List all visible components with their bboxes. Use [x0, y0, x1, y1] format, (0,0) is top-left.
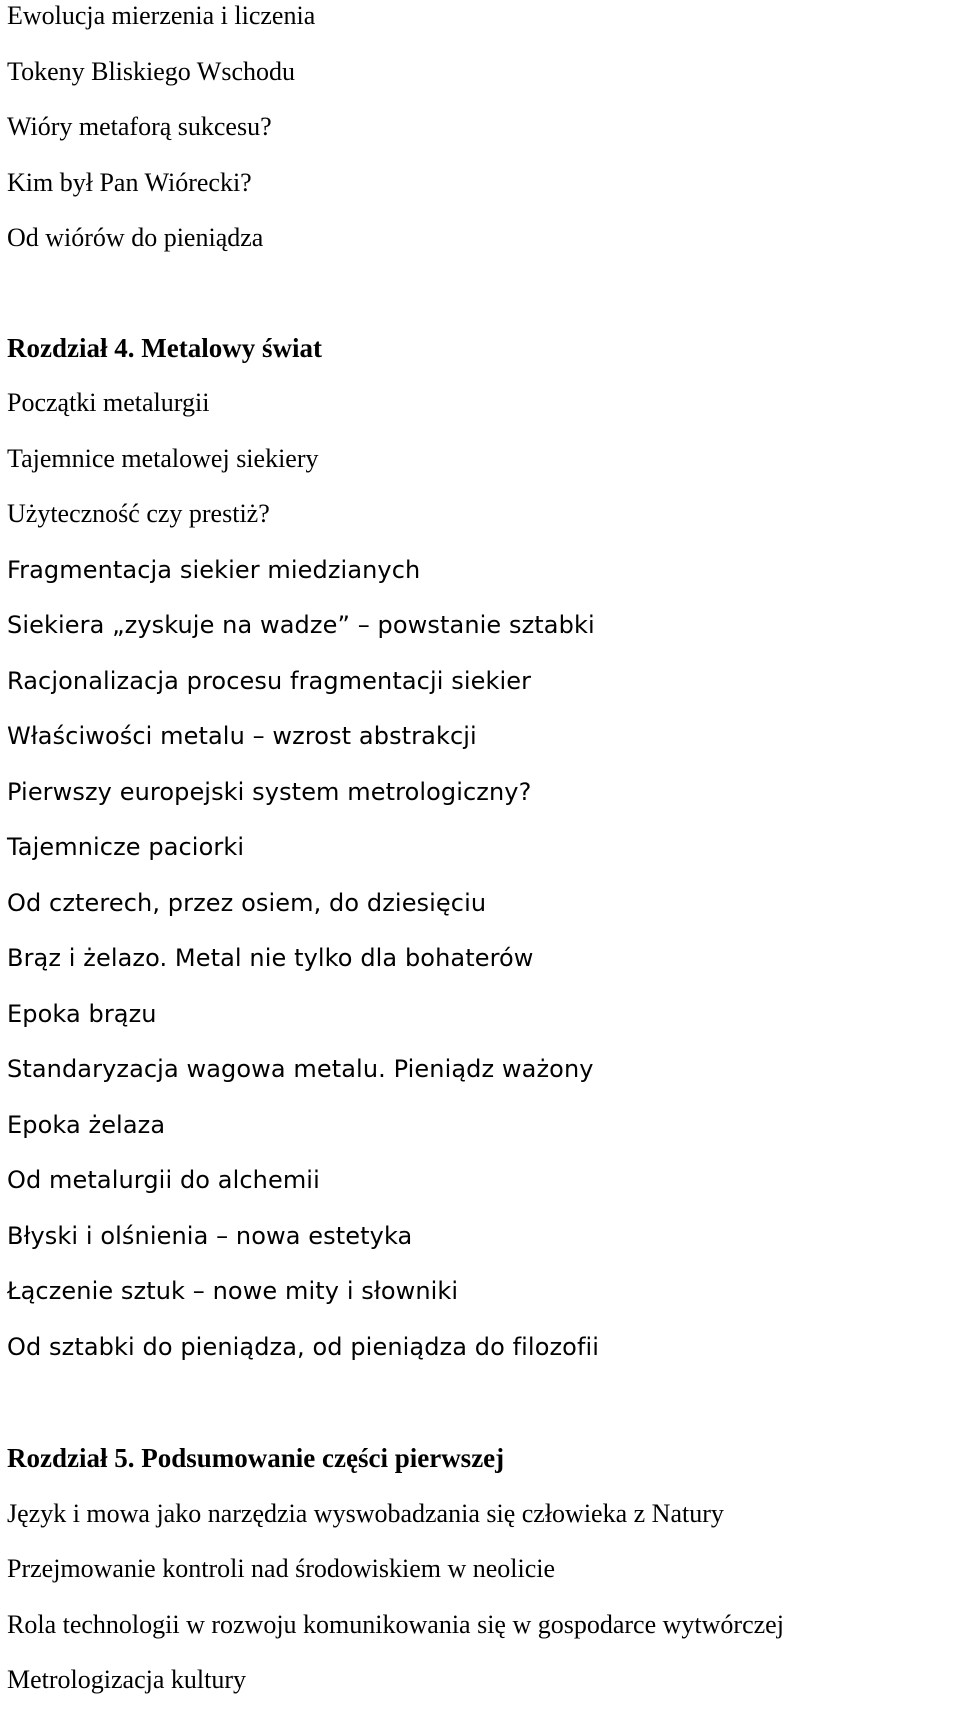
toc-entry: Od sztabki do pieniądza, od pieniądza do filozofii [7, 1332, 600, 1361]
chapter-5-heading: Rozdział 5. Podsumowanie części pierwszej [7, 1443, 505, 1473]
toc-entry: Siekiera „zyskuje na wadze” – powstanie sztabki [7, 611, 595, 639]
toc-entry: Racjonalizacja procesu fragmentacji siekier [7, 666, 532, 695]
toc-entry: Tajemnice metalowej siekiery [7, 443, 319, 473]
toc-entry: Metrologizacja kultury [7, 1665, 246, 1694]
toc-entry: Kim był Pan Wiórecki? [7, 167, 252, 197]
section-spacer [7, 278, 957, 332]
table-of-contents [7, 0, 957, 1720]
toc-entry: Początki metalurgii [7, 388, 210, 417]
toc-entry: Ewolucja mierzenia i liczenia [7, 1, 316, 30]
toc-entry: Od czterech, przez osiem, do dziesięciu [7, 888, 487, 917]
toc-entry: Fragmentacja siekier miedzianych [7, 555, 421, 584]
toc-entry: Standaryzacja wagowa metalu. Pieniądz ważony [7, 1055, 594, 1083]
toc-entry: Tajemnicze paciorki [7, 833, 245, 861]
toc-entry: Właściwości metalu – wzrost abstrakcji [7, 722, 477, 750]
toc-entry: Przejmowanie kontroli nad środowiskiem w neolicie [7, 1554, 556, 1583]
toc-entry: Od wiórów do pieniądza [7, 223, 264, 252]
toc-entry: Błyski i olśnienia – nowa estetyka [7, 1221, 413, 1250]
toc-entry: Od metalurgii do alchemii [7, 1166, 320, 1194]
toc-entry: Rola technologii w rozwoju komunikowania się w gospodarce wytwórczej [7, 1609, 784, 1639]
toc-entry: Język i mowa jako narzędzia wyswobadzania się człowieka z Natury [7, 1498, 724, 1528]
toc-entry: Epoka brązu [7, 999, 157, 1028]
toc-entry: Wióry metaforą sukcesu? [7, 112, 272, 141]
toc-entry: Tokeny Bliskiego Wschodu [7, 56, 296, 86]
toc-entry: Użyteczność czy prestiż? [7, 499, 270, 528]
toc-entry: Epoka żelaza [7, 1110, 166, 1139]
toc-entry: Brąz i żelazo. Metal nie tylko dla bohaterów [7, 944, 534, 972]
section-spacer [7, 1386, 957, 1442]
chapter-4-heading: Rozdział 4. Metalowy świat [7, 332, 322, 363]
toc-entry: Łączenie sztuk – nowe mity i słowniki [7, 1277, 459, 1305]
toc-entry: Pierwszy europejski system metrologiczny? [7, 777, 532, 806]
